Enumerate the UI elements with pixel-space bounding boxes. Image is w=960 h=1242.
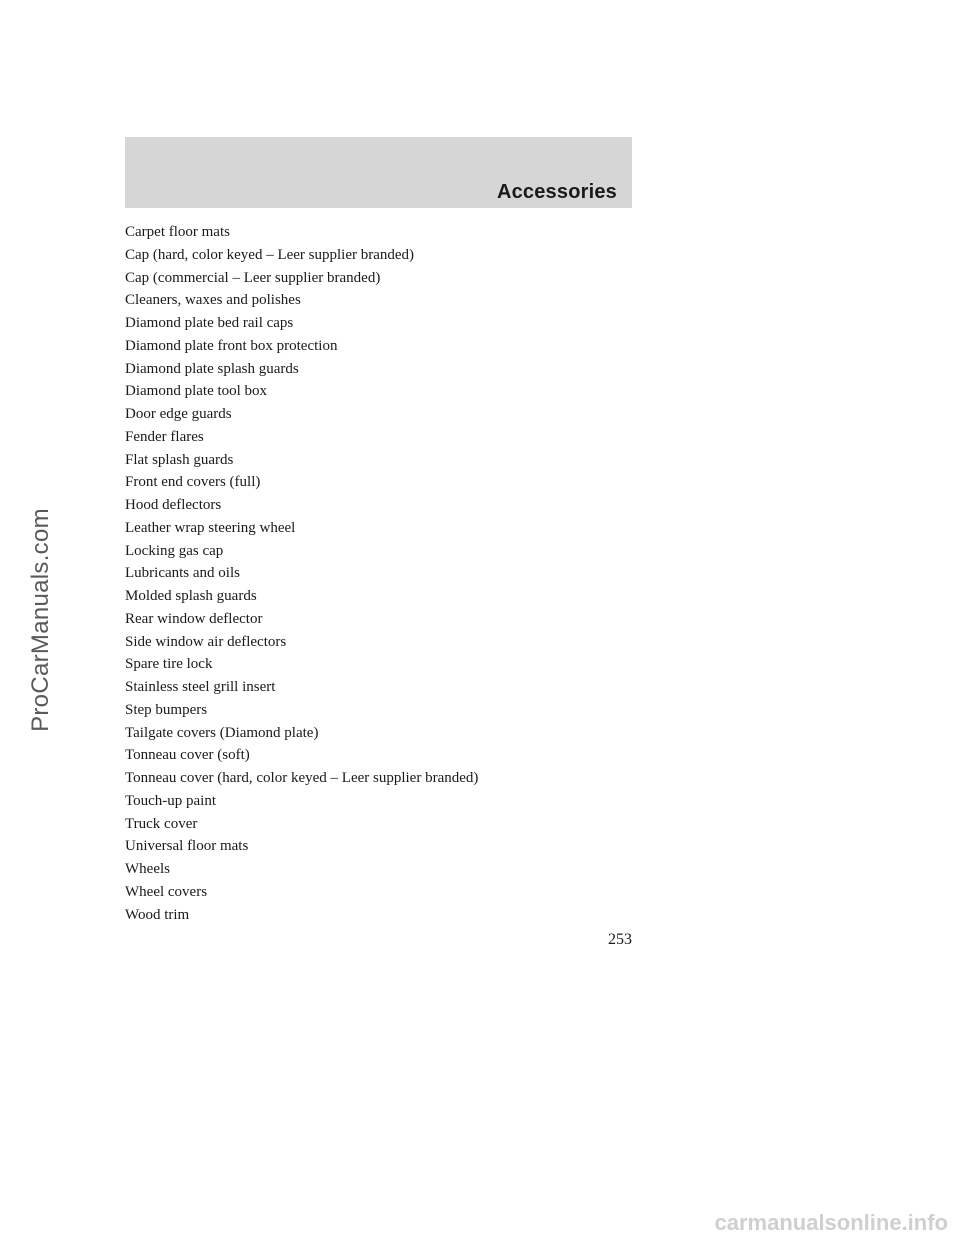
list-item: Flat splash guards [125, 451, 234, 468]
page-number: 253 [608, 931, 632, 948]
list-item: Stainless steel grill insert [125, 679, 276, 695]
list-item: Diamond plate splash guards [125, 360, 299, 377]
list-item: Front end covers (full) [125, 474, 261, 491]
list-item: Carpet floor mats [125, 224, 230, 240]
section-title: Accessories [496, 181, 617, 203]
list-item: Door edge guards [125, 406, 232, 422]
list-item: Rear window deflector [125, 610, 263, 627]
list-item: Leather wrap steering wheel [125, 519, 296, 536]
section-header-band [125, 137, 632, 208]
footer-watermark: carmanualsonline.info [714, 1210, 948, 1235]
list-item: Diamond plate tool box [125, 383, 268, 400]
list-item: Diamond plate front box protection [125, 337, 338, 354]
list-item: Wheel covers [125, 883, 208, 900]
list-item: Cap (hard, color keyed – Leer supplier branded) [125, 246, 415, 263]
side-watermark: ProCarManuals.com [27, 508, 54, 732]
list-item: Locking gas cap [125, 542, 224, 559]
list-item: Touch-up paint [125, 792, 217, 809]
list-item: Side window air deflectors [125, 633, 287, 650]
list-item: Wood trim [125, 906, 190, 923]
list-item: Cap (commercial – Leer supplier branded) [125, 269, 381, 286]
list-item: Diamond plate bed rail caps [125, 315, 294, 331]
list-item: Wheels [125, 861, 170, 877]
list-item: Spare tire lock [125, 656, 213, 673]
list-item: Lubricants and oils [125, 565, 240, 582]
list-item: Truck cover [125, 815, 198, 832]
list-item: Universal floor mats [125, 838, 249, 855]
list-item: Fender flares [125, 428, 204, 445]
list-item: Molded splash guards [125, 588, 257, 604]
list-item: Tailgate covers (Diamond plate) [125, 724, 319, 741]
list-item: Tonneau cover (hard, color keyed – Leer supplier branded) [125, 770, 479, 786]
list-item: Cleaners, waxes and polishes [125, 292, 301, 309]
list-item: Hood deflectors [125, 497, 222, 513]
list-item: Tonneau cover (soft) [125, 747, 250, 764]
list-item: Step bumpers [125, 701, 208, 718]
accessories-list [125, 221, 645, 926]
